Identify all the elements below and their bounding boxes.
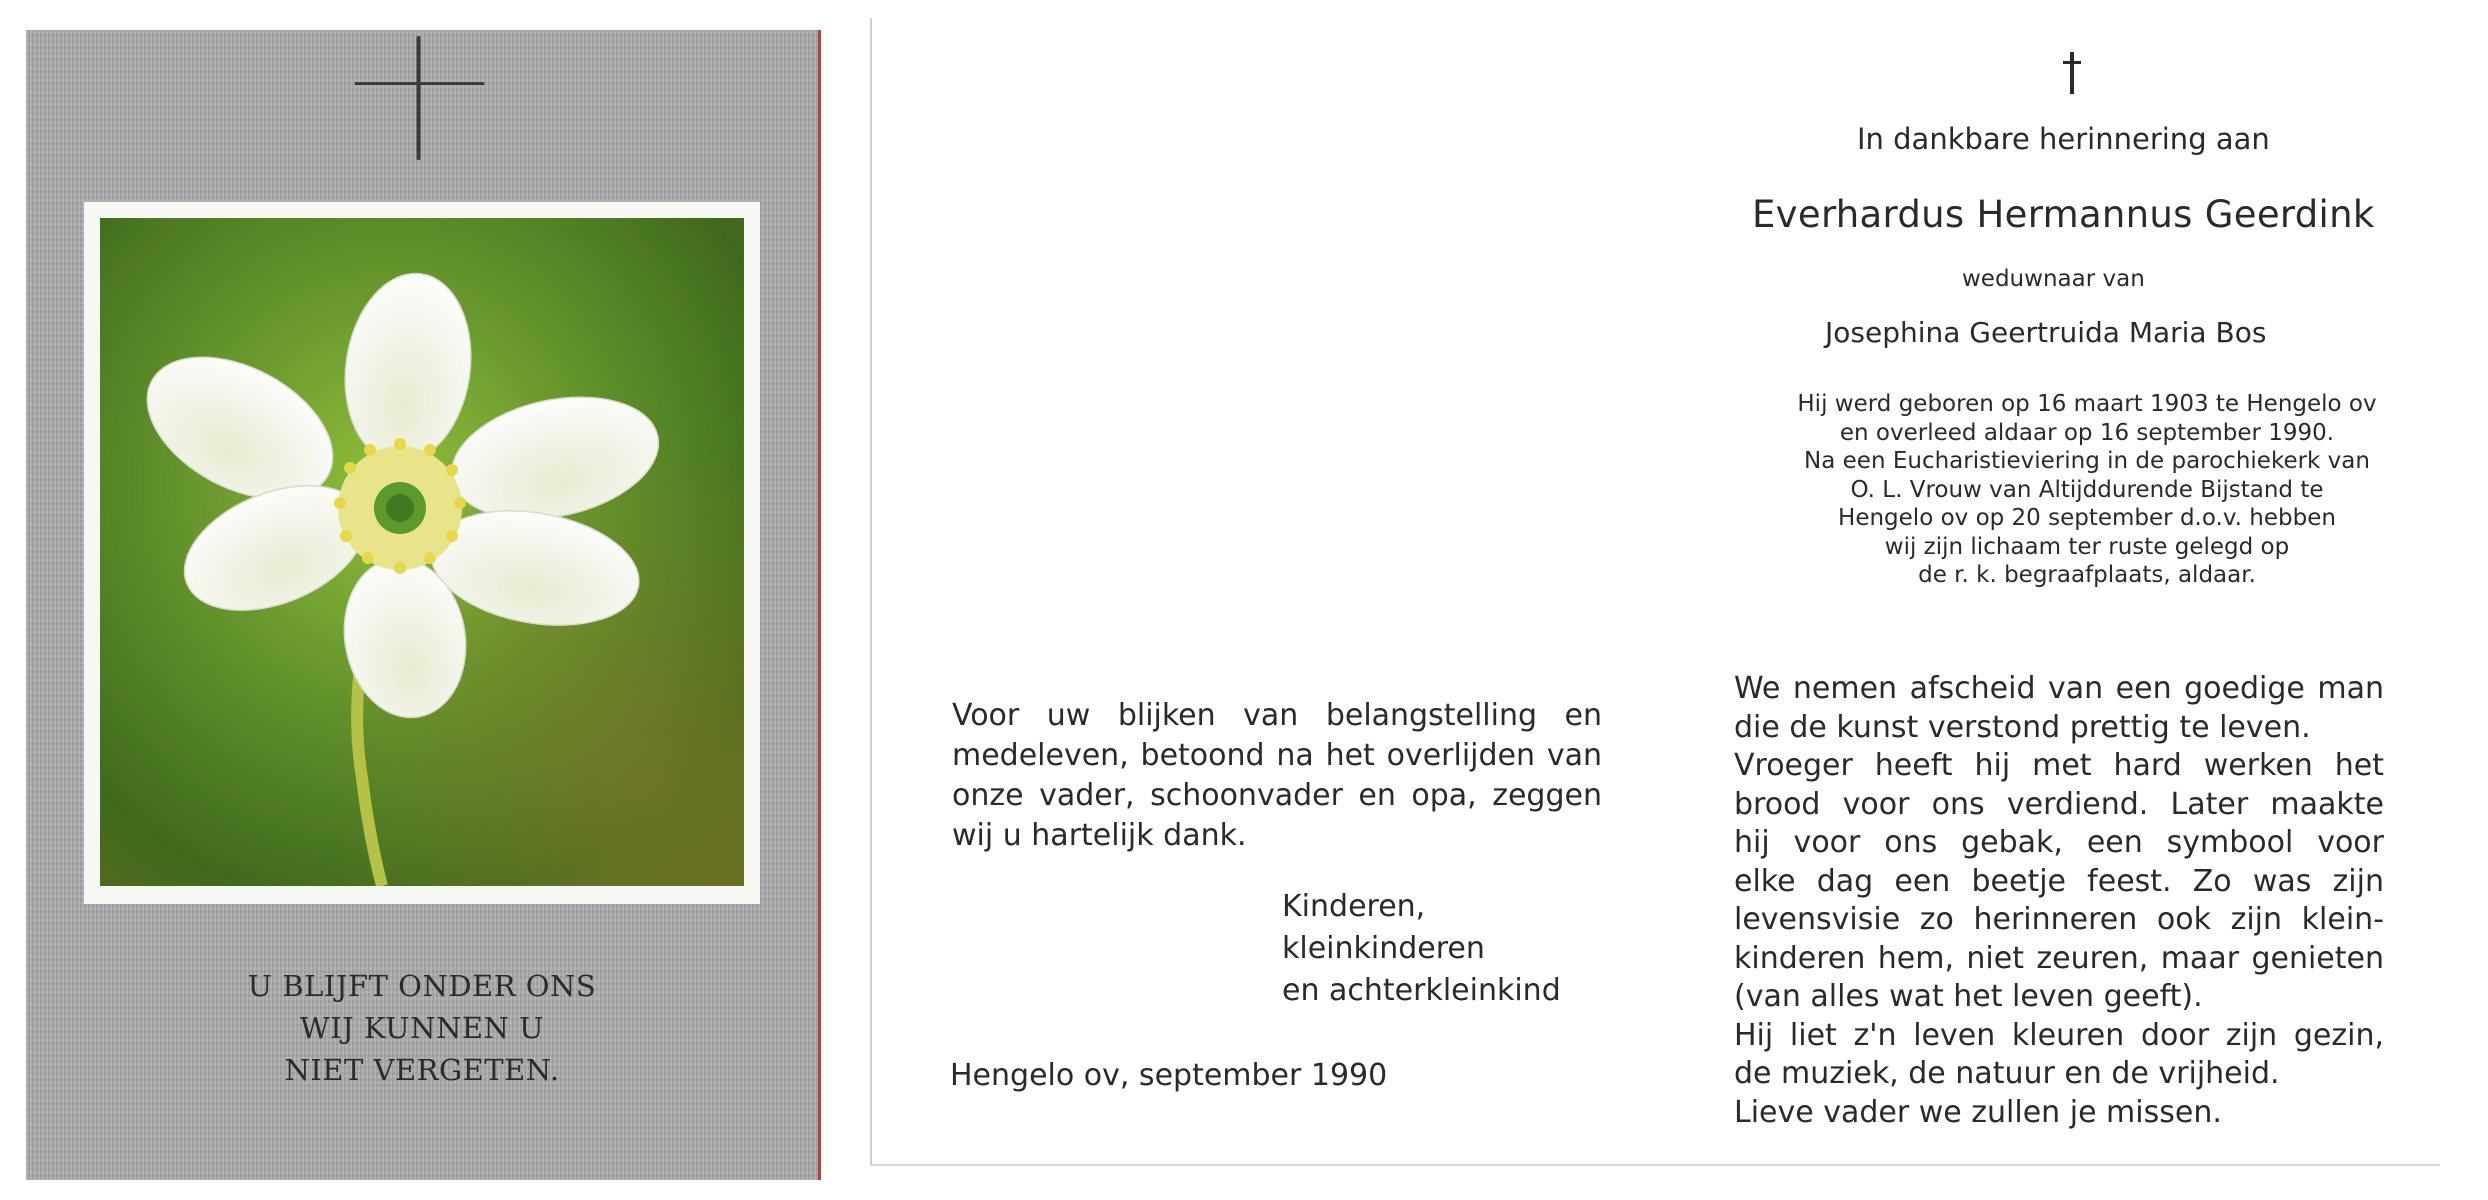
biography (1652, 390, 2488, 590)
bio-line: O. L. Vrouw van Altijddurende Bijstand te (1850, 476, 2324, 503)
poem-line: hij voor ons gebak, een symbool voor (1734, 825, 2384, 860)
poem-line: (van alles wat het leven geeft). (1734, 979, 2203, 1014)
poem-line: kinderen hem, niet zeuren, maar genieten (1734, 940, 2384, 976)
inner-card (870, 18, 2440, 1166)
poem-line: levensvisie zo herinneren ook zijn klein- (1734, 902, 2384, 937)
front-verse (26, 965, 818, 1091)
bio-line: Hengelo ov op 20 september d.o.v. hebben (1838, 505, 2336, 531)
thanks-paragraph (952, 696, 1602, 856)
photo-frame (84, 202, 760, 904)
signature (1282, 886, 1561, 1012)
spouse-name: Josephina Geertruida Maria Bos (1825, 316, 2267, 349)
thanks-line: medeleven, betoond na het overlijden van (952, 738, 1602, 773)
verse-line: WIJ KUNNEN U (299, 1011, 545, 1045)
bio-line: en overleed aldaar op 16 september 1990. (1839, 419, 2335, 446)
poem-line: de muziek, de natuur en de vrijheid. (1734, 1056, 2280, 1091)
poem-line: Vroeger heeft hij met hard werken het (1734, 748, 2384, 783)
signature-line: kleinkinderen (1282, 931, 1485, 966)
poem (1734, 670, 2384, 1132)
intro-text: In dankbare herinnering aan (1857, 122, 2270, 156)
verse-line: NIET VERGETEN. (284, 1053, 560, 1087)
cross-icon (26, 30, 818, 170)
bio-line: de r. k. begraafplaats, aldaar. (1918, 562, 2256, 588)
bio-line: Hij werd geboren op 16 maart 1903 te Hengelo ov (1797, 391, 2377, 417)
place-date: Hengelo ov, september 1990 (950, 1058, 1388, 1093)
bio-line: Na een Eucharistieviering in de parochiekerk van (1804, 448, 2370, 474)
anemone-flower-photo (100, 218, 744, 886)
thanks-line: onze vader, schoonvader en opa, zeggen (952, 778, 1602, 813)
signature-line: Kinderen, (1282, 889, 1426, 924)
signature-line: en achterkleinkind (1282, 973, 1561, 1008)
relation-text: weduwnaar van (1962, 266, 2145, 292)
poem-line: We nemen afscheid van een goedige man (1734, 671, 2384, 706)
cross-icon (2052, 48, 2092, 98)
poem-line: brood voor ons verdiend. Later maakte (1734, 786, 2384, 822)
thanks-line: Voor uw blijken van belangstelling en (952, 698, 1602, 733)
bio-line: wij zijn lichaam ter ruste gelegd op (1884, 533, 2290, 560)
thanks-line: wij u hartelijk dank. (952, 818, 1247, 853)
deceased-name: Everhardus Hermannus Geerdink (1752, 193, 2375, 236)
poem-line: Hij liet z'n leven kleuren door zijn gezin, (1734, 1017, 2384, 1053)
poem-line: Lieve vader we zullen je missen. (1734, 1094, 2222, 1130)
front-card (26, 30, 821, 1180)
verse-line: U BLIJFT ONDER ONS (247, 969, 597, 1003)
poem-line: die de kunst verstond prettig te leven. (1734, 709, 2311, 745)
poem-line: elke dag een beetje feest. Zo was zijn (1734, 863, 2384, 899)
